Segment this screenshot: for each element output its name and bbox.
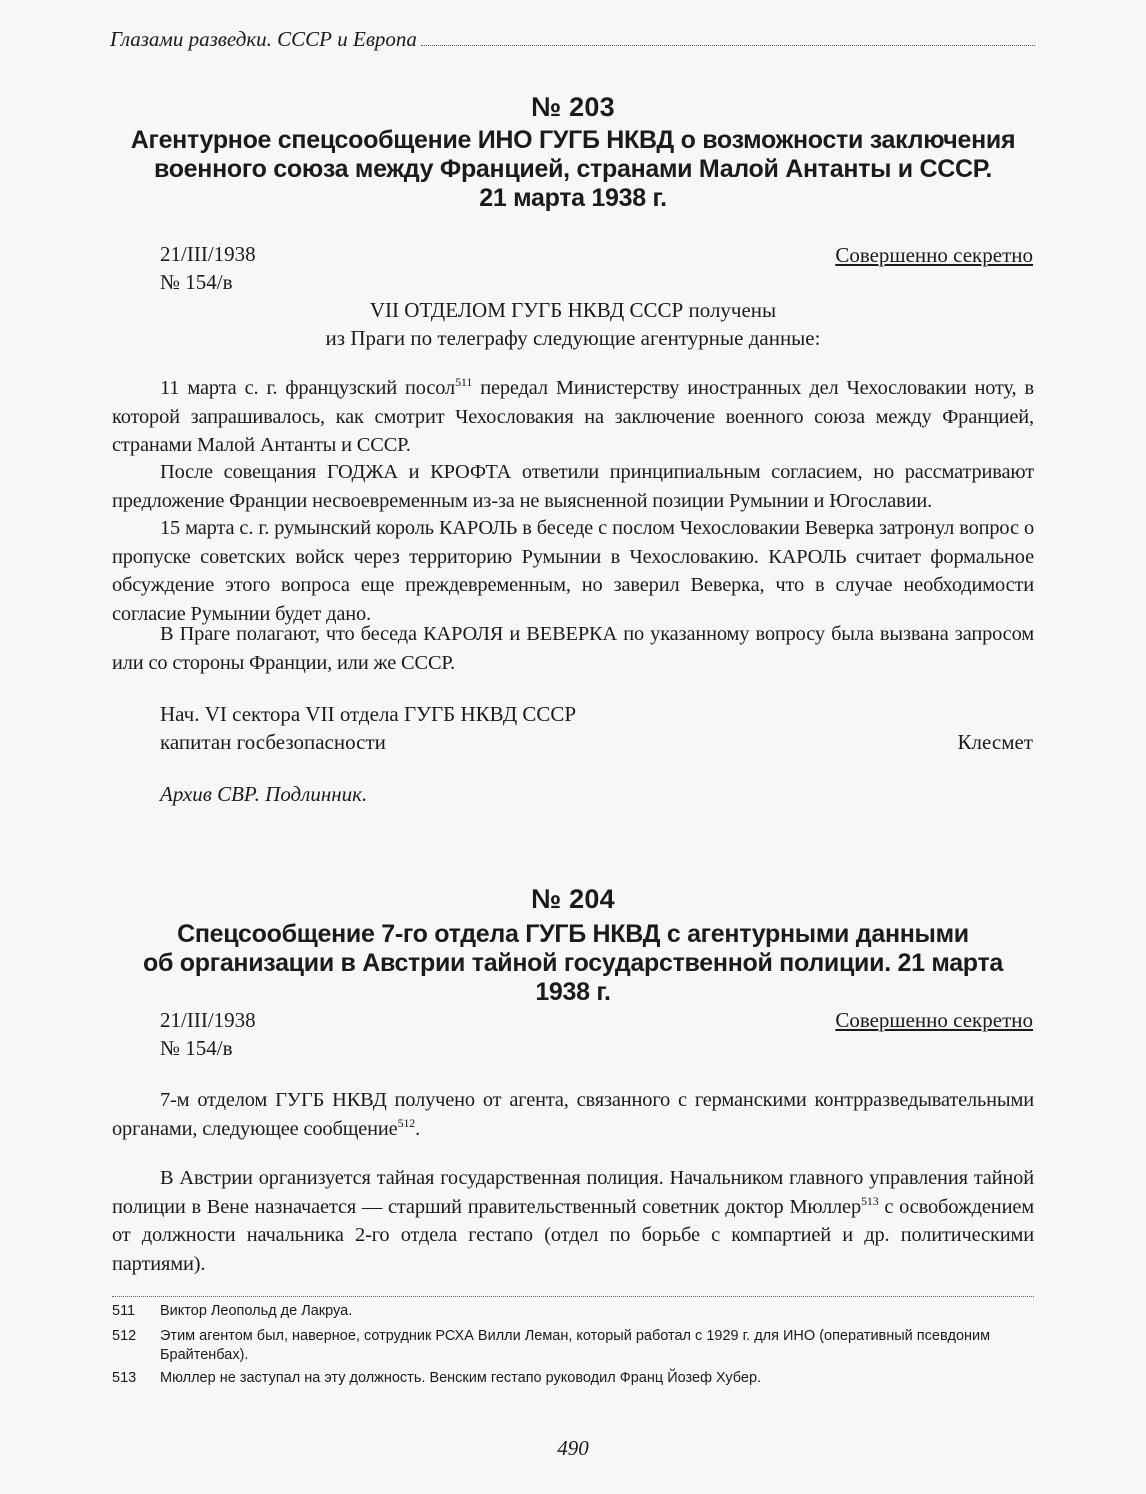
text-run: с освобождением от должности начальника 2-го отдела гестапо (отдел по борьбе с компартией и др. политическими партиями). [112,1195,1034,1275]
doc204-meta [160,1006,256,1062]
doc204-number: № 204 [531,884,615,914]
doc204-classification: Совершенно секретно [835,1008,1033,1032]
footnote-text: Виктор Леопольд де Лакруа. [160,1303,353,1319]
text-run: . [415,1117,421,1140]
doc203-paragraph-4: В Праге полагают, что беседа КАРОЛЯ и ВЕВЕРКА по указанному вопросу была вызвана запросом или со стороны Франции, или же СССР. [112,623,1034,674]
doc203-paragraph-2: После совещания ГОДЖА и КРОФТА ответили принципиальным согласием, но рассматривают предложение Франции несвоевременным из-за не выясненной позиции Румынии и Югославии. [112,461,1034,512]
signer-rank: капитан госбезопасности [160,730,386,754]
doc204-title-line: об организации в Австрии тайной государственной полиции. 21 марта 1938 г. [143,949,1003,1006]
doc203-paragraph-1 [112,374,1034,460]
doc203-title [120,126,1026,213]
text-run: передал Министерству иностранных дел Чехословакии ноту, в которой запрашивалось, как смотрит Чехословакия на заключение военного союза между Францией, странами Малой Антанты и СССР. [112,377,1034,456]
signer-position: Нач. VI сектора VII отдела ГУГБ НКВД СССР [160,702,577,726]
doc203-signer [160,700,576,756]
footnote-text: Мюллер не заступал на эту должность. Венским гестапо руководил Франц Йозеф Хубер. [160,1370,762,1386]
running-head-text: Глазами разведки. СССР и Европа [110,27,417,51]
footnote-text: Этим агентом был, наверное, сотрудник РСХА Вилли Леман, который работал с 1929 г. для ИНО (оперативный псевдоним Брайтенбах). [160,1328,991,1363]
text-run: 7-м отделом ГУГБ НКВД получено от агента, связанного с германскими контрразведывательными органами, следующее сообщение [112,1089,1034,1140]
doc203-meta [160,240,256,296]
footnote-511 [112,1302,1034,1321]
doc203-ref: № 154/в [160,270,233,294]
doc204-title-line: Спецсообщение 7-го отдела ГУГБ НКВД с агентурными данными [177,920,969,948]
footnote-number: 511 [112,1303,136,1319]
doc204-ref: № 154/в [160,1036,233,1060]
doc203-intro-line: из Праги по телеграфу следующие агентурные данные: [325,326,821,350]
text-run: В Австрии организуется тайная государственная полиция. Начальником главного управления тайной полиции в Вене назначается — старший правительственный советник доктор Мюллер [112,1167,1034,1218]
footnote-ref-511[interactable]: 511 [455,375,473,390]
footnote-ref-512[interactable]: 512 [397,1115,416,1130]
footnote-ref-513[interactable]: 513 [861,1193,879,1208]
doc203-date: 21/III/1938 [160,242,256,266]
doc203-classification: Совершенно секретно [835,243,1033,267]
page-number: 490 [557,1436,589,1460]
doc203-number: № 203 [531,92,615,122]
footnote-separator [112,1296,1034,1297]
doc203-title-line: 21 марта 1938 г. [479,184,667,212]
doc203-source: Архив СВР. Подлинник. [160,782,368,806]
footnote-513 [112,1369,1034,1388]
text-run: 11 марта с. г. французский посол [160,377,456,399]
doc203-intro-line: VII ОТДЕЛОМ ГУГБ НКВД СССР получены [369,298,777,322]
doc204-paragraph-1 [112,1086,1034,1143]
doc203-title-line: военного союза между Францией, странами Малой Антанты и СССР. [153,155,993,183]
doc204-date: 21/III/1938 [160,1008,256,1032]
doc203-intro [120,296,1026,352]
footnote-number: 512 [112,1328,137,1344]
doc204-paragraph-2 [112,1164,1034,1278]
footnote-number: 513 [112,1370,137,1386]
running-head-dotted-rule [421,45,1035,46]
footnote-512 [112,1327,1034,1365]
signer-name: Клесмет [957,730,1033,754]
doc203-paragraph-3: 15 марта с. г. румынский король КАРОЛЬ в беседе с послом Чехословакии Веверка затронул вопрос о пропуске советских войск через территорию Румынии в Чехословакию. КАРОЛЬ считает формальное обсуждение этого вопроса еще преждевременным, но заверил Веверка, что в случае необходимости согласие Румынии будет дано. [112,517,1034,625]
doc203-title-line: Агентурное спецсообщение ИНО ГУГБ НКВД о возможности заключения [130,126,1016,154]
doc204-title [120,920,1026,1007]
running-head [110,22,1035,52]
